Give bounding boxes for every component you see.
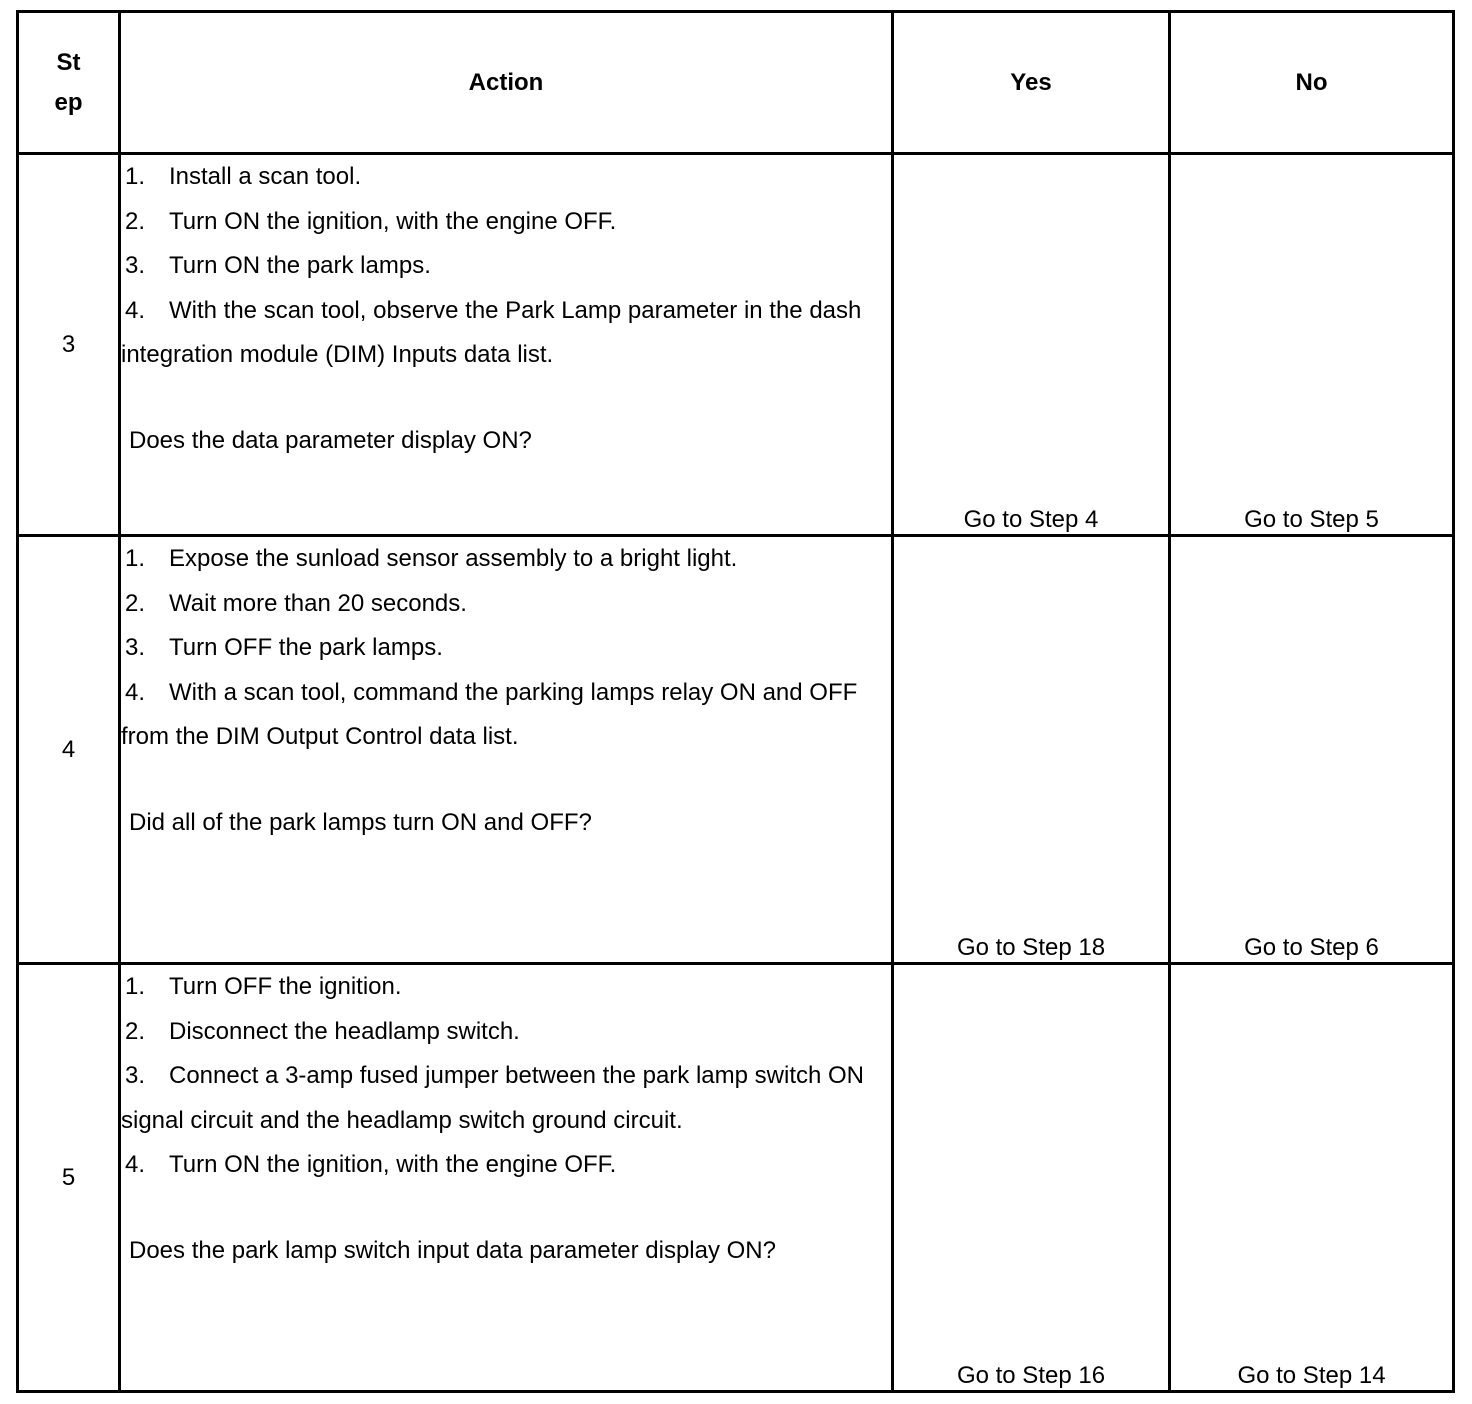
item-number: 1. [125,545,146,572]
item-number: 3. [125,634,146,661]
item-number: 1. [125,973,146,1000]
yes-header: Yes [893,12,1170,154]
item-text: Wait more than 20 seconds. [169,589,467,617]
step-number: 3 [18,154,120,536]
item-number: 2. [125,207,146,235]
table-row [18,536,1454,964]
item-text: Turn OFF the park lamps. [169,634,443,661]
item-number: 2. [125,1017,146,1045]
table-row [18,154,1454,536]
no-result: Go to Step 6 [1170,536,1454,964]
item-text: With a scan tool, command the parking lamps relay ON and OFF from the DIM Output Control data list. [121,678,858,750]
question-text: Does the data parameter display ON? [129,426,532,454]
action-item [121,289,891,378]
action-item [121,671,891,760]
action-cell [120,536,893,964]
yes-result: Go to Step 18 [893,536,1170,964]
item-number: 2. [125,589,146,617]
item-text: With the scan tool, observe the Park Lamp parameter in the dash integration module (DIM) Inputs data list. [121,296,862,368]
yes-result: Go to Step 16 [893,964,1170,1392]
question-text: Does the park lamp switch input data parameter display ON? [129,1236,776,1264]
item-text: Disconnect the headlamp switch. [169,1017,520,1045]
item-text: Turn ON the ignition, with the engine OFF. [169,1151,617,1178]
no-result: Go to Step 5 [1170,154,1454,536]
table-row [18,964,1454,1392]
step-number: 5 [18,964,120,1392]
item-text: Turn ON the ignition, with the engine OFF. [169,207,617,235]
item-text: Connect a 3-amp fused jumper between the park lamp switch ON signal circuit and the headlamp switch ground circuit. [121,1062,865,1134]
yes-result: Go to Step 4 [893,154,1170,536]
action-item [121,626,891,671]
item-number: 3. [125,1062,146,1089]
action-item [121,1054,891,1143]
action-item [121,155,891,200]
diagnostic-table [16,10,1455,1393]
step-header-line2: ep [54,88,83,116]
no-result: Go to Step 14 [1170,964,1454,1392]
action-cell [120,964,893,1392]
action-item [121,537,891,582]
item-number: 1. [125,163,146,190]
action-item [121,1010,891,1055]
item-number: 4. [125,296,146,324]
step-number: 4 [18,536,120,964]
step-header [18,12,120,154]
action-header: Action [120,12,893,154]
header-row [18,12,1454,154]
action-item [121,965,891,1010]
question-text: Did all of the park lamps turn ON and OFF? [129,808,592,836]
action-item [121,244,891,289]
action-item [121,200,891,245]
action-cell [120,154,893,536]
no-header: No [1170,12,1454,154]
item-text: Install a scan tool. [169,163,362,190]
item-number: 3. [125,252,146,279]
item-text: Turn ON the park lamps. [169,252,431,279]
step-header-line1: St [56,48,81,76]
item-text: Turn OFF the ignition. [169,973,402,1000]
item-number: 4. [125,1151,146,1178]
action-item [121,582,891,627]
item-number: 4. [125,678,146,706]
item-text: Expose the sunload sensor assembly to a bright light. [169,545,738,572]
action-item [121,1143,891,1188]
